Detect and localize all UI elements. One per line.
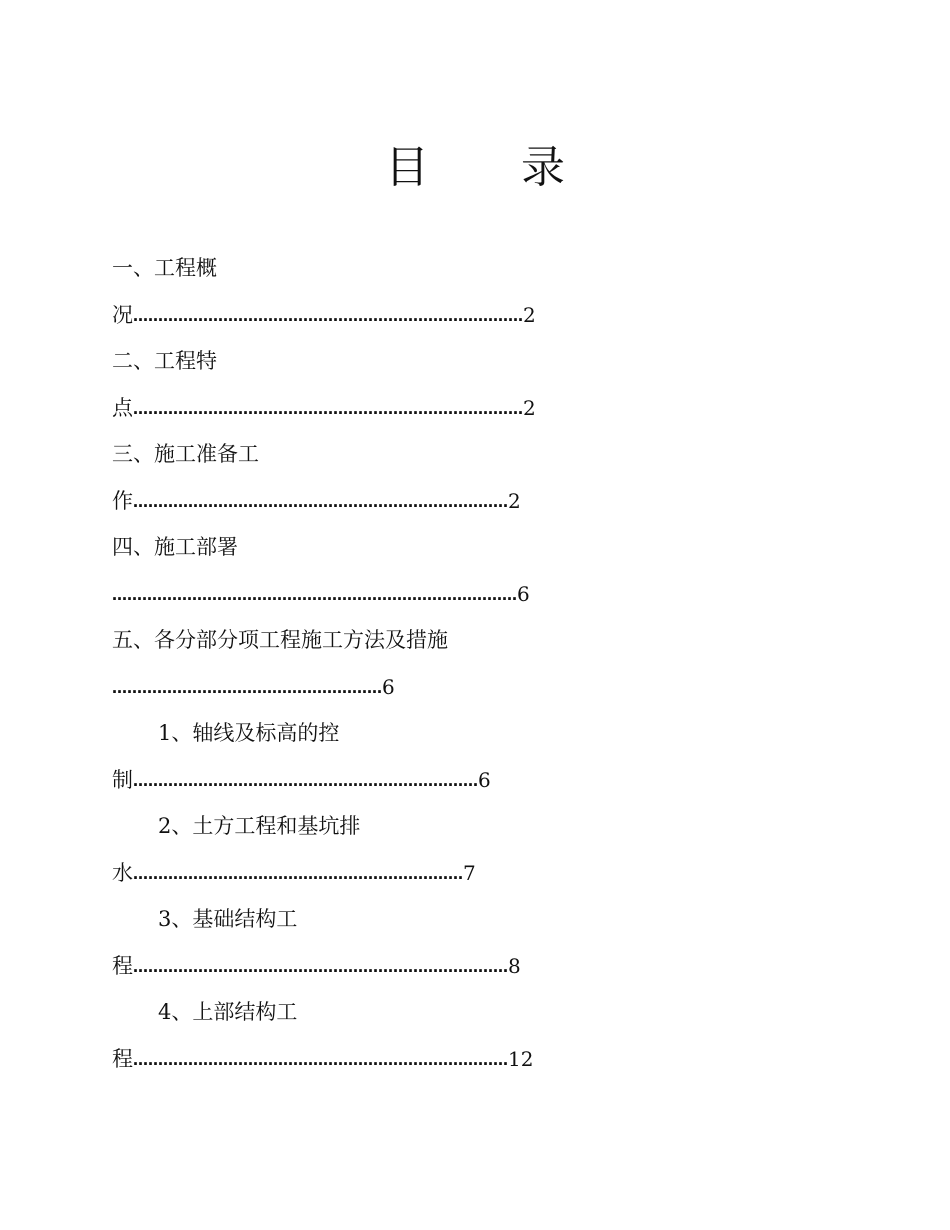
dot-leader: ………………………………………………………………… (133, 1051, 508, 1069)
toc-page-number-3: 2 (508, 489, 521, 513)
toc-page-number-5: 6 (382, 675, 395, 699)
toc-tail-2: 点 (112, 396, 133, 420)
title-char-2: 录 (521, 142, 565, 193)
toc-leader-line-5-2[interactable] (112, 856, 476, 890)
dot-leader: …………………………………………………………………… (133, 307, 523, 325)
toc-heading-3[interactable]: 三、施工准备工 (112, 442, 259, 466)
dot-leader: ………………………………………………………………… (133, 958, 508, 976)
toc-page-number-1: 2 (523, 303, 536, 327)
toc-heading-5-2[interactable]: 2、土方工程和基坑排 (158, 814, 361, 838)
dot-leader: ………………………………………………………………… (133, 493, 508, 511)
toc-tail-5-4: 程 (112, 1047, 133, 1071)
toc-heading-5-3[interactable]: 3、基础结构工 (158, 907, 298, 931)
toc-tail-5-1: 制 (112, 768, 133, 792)
toc-tail-3: 作 (112, 489, 133, 513)
title-char-1: 目 (385, 142, 429, 193)
toc-leader-line-5-1[interactable] (112, 763, 491, 797)
page-title (0, 138, 950, 198)
dot-leader: …………………………………………………………… (133, 772, 478, 790)
toc-tail-5-2: 水 (112, 861, 133, 885)
toc-page-number-2: 2 (523, 396, 536, 420)
toc-leader-line-1[interactable] (112, 298, 536, 332)
toc-tail-1: 况 (112, 303, 133, 327)
toc-leader-line-5[interactable] (112, 670, 395, 704)
dot-leader: …………………………………………………………………… (133, 400, 523, 418)
toc-leader-line-5-3[interactable] (112, 949, 521, 983)
toc-heading-2[interactable]: 二、工程特 (112, 349, 217, 373)
dot-leader: ………………………………………………………… (133, 865, 463, 883)
toc-page-number-4: 6 (517, 582, 530, 606)
toc-heading-1[interactable]: 一、工程概 (112, 256, 217, 280)
toc-heading-5[interactable]: 五、各分部分项工程施工方法及措施 (112, 628, 448, 652)
toc-tail-5-3: 程 (112, 954, 133, 978)
toc-leader-line-3[interactable] (112, 484, 521, 518)
toc-page-number-5-3: 8 (508, 954, 521, 978)
toc-leader-line-2[interactable] (112, 391, 536, 425)
toc-heading-5-4[interactable]: 4、上部结构工 (158, 1000, 298, 1024)
dot-leader: ……………………………………………………………………… (112, 586, 517, 604)
toc-page-number-5-2: 7 (463, 861, 476, 885)
toc-heading-5-1[interactable]: 1、轴线及标高的控 (158, 721, 340, 745)
toc-leader-line-5-4[interactable] (112, 1042, 533, 1076)
toc-page-number-5-4: 12 (508, 1047, 534, 1071)
dot-leader: ……………………………………………… (112, 679, 382, 697)
toc-leader-line-4[interactable] (112, 577, 530, 611)
toc-page-number-5-1: 6 (478, 768, 491, 792)
toc-heading-4[interactable]: 四、施工部署 (112, 535, 238, 559)
